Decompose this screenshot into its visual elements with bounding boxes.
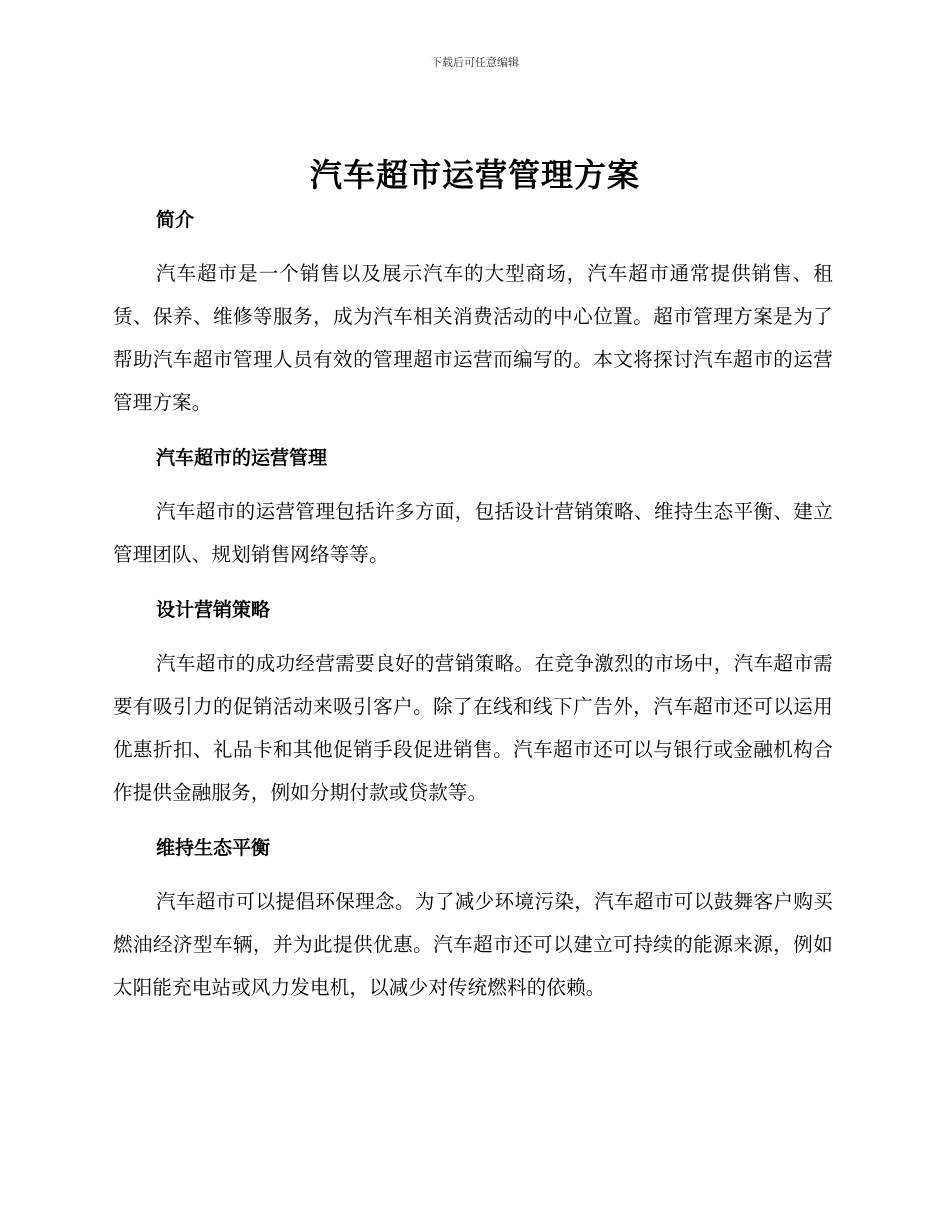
section-heading-ecology: 维持生态平衡 [156,837,271,859]
section-paragraph-marketing: 汽车超市的成功经营需要良好的营销策略。在竞争激烈的市场中，汽车超市需要有吸引力的促销活动来吸引客户。除了在线和线下广告外，汽车超市还可以运用优惠折扣、礼品卡和其他促销手段促进销售。汽车超市还可以与银行或金融机构合作提供金融服务，例如分期付款或贷款等。 [113,652,833,804]
section-paragraph-operations: 汽车超市的运营管理包括许多方面，包括设计营销策略、维持生态平衡、建立管理团队、规划销售网络等等。 [113,500,833,566]
section-heading-operations: 汽车超市的运营管理 [156,447,328,469]
section-heading-intro: 简介 [156,209,195,231]
document-title: 汽车超市运营管理方案 [309,156,640,194]
document-body [113,200,833,1009]
section-heading-marketing: 设计营销策略 [156,599,271,621]
page-header-note: 下载后可任意编辑 [431,56,519,69]
section-paragraph-intro: 汽车超市是一个销售以及展示汽车的大型商场，汽车超市通常提供销售、租赁、保养、维修等服务，成为汽车相关消费活动的中心位置。超市管理方案是为了帮助汽车超市管理人员有效的管理超市运营而编写的。本文将探讨汽车超市的运营管理方案。 [113,262,833,414]
section-paragraph-ecology: 汽车超市可以提倡环保理念。为了减少环境污染，汽车超市可以鼓舞客户购买燃油经济型车辆，并为此提供优惠。汽车超市还可以建立可持续的能源来源，例如太阳能充电站或风力发电机，以减少对传统燃料的依赖。 [113,890,833,999]
